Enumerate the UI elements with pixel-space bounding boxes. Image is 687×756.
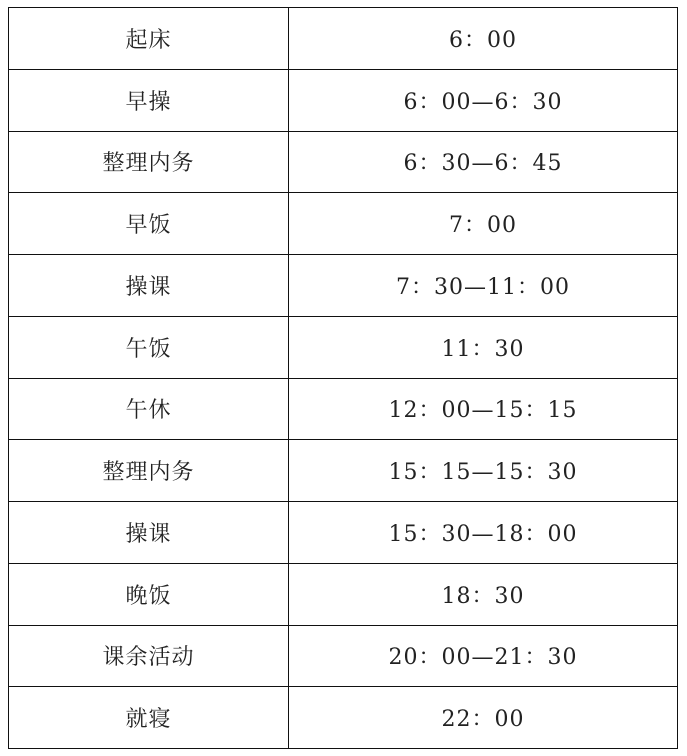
time-cell: 15：15—15：30 (289, 440, 678, 502)
time-cell: 6：30—6：45 (289, 131, 678, 193)
time-cell: 7：30—11：00 (289, 255, 678, 317)
table-row (9, 255, 678, 317)
table-row (9, 8, 678, 70)
table-row (9, 316, 678, 378)
table-row (9, 378, 678, 440)
activity-cell: 午饭 (9, 316, 289, 378)
time-cell: 15：30—18：00 (289, 502, 678, 564)
table-row (9, 69, 678, 131)
schedule-table (8, 7, 678, 749)
activity-cell: 操课 (9, 255, 289, 317)
table-row (9, 502, 678, 564)
activity-cell: 课余活动 (9, 625, 289, 687)
table-row (9, 131, 678, 193)
table-row (9, 687, 678, 749)
activity-cell: 整理内务 (9, 131, 289, 193)
activity-cell: 整理内务 (9, 440, 289, 502)
time-cell: 20：00—21：30 (289, 625, 678, 687)
activity-cell: 午休 (9, 378, 289, 440)
time-cell: 6：00—6：30 (289, 69, 678, 131)
activity-cell: 晚饭 (9, 563, 289, 625)
table-row (9, 440, 678, 502)
time-cell: 7：00 (289, 193, 678, 255)
time-cell: 18：30 (289, 563, 678, 625)
table-row (9, 193, 678, 255)
time-cell: 22：00 (289, 687, 678, 749)
table-row (9, 563, 678, 625)
activity-cell: 就寝 (9, 687, 289, 749)
table-row (9, 625, 678, 687)
activity-cell: 起床 (9, 8, 289, 70)
activity-cell: 早操 (9, 69, 289, 131)
time-cell: 6：00 (289, 8, 678, 70)
time-cell: 12：00—15：15 (289, 378, 678, 440)
time-cell: 11：30 (289, 316, 678, 378)
activity-cell: 操课 (9, 502, 289, 564)
activity-cell: 早饭 (9, 193, 289, 255)
